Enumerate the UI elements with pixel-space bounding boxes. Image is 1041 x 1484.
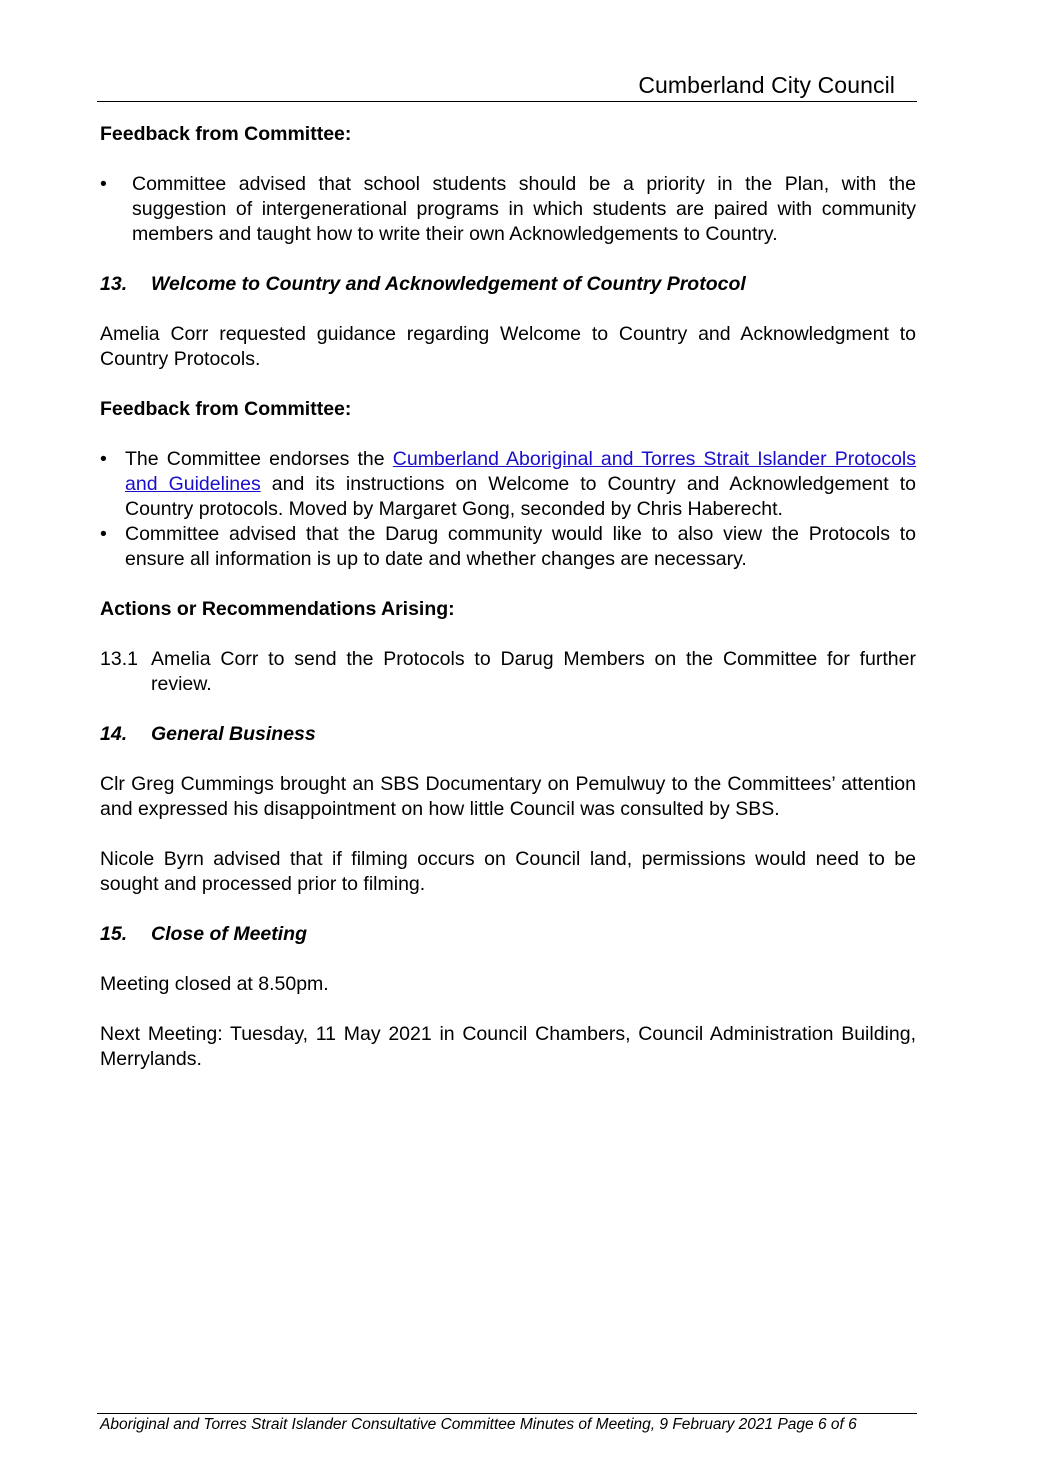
action-text: Amelia Corr to send the Protocols to Darug Members on the Committee for further review. <box>151 648 916 695</box>
section-number: 14. <box>100 723 128 745</box>
paragraph: Amelia Corr requested guidance regarding Welcome to Country and Acknowledgment to Country Protocols. <box>100 323 916 370</box>
footer-text: Aboriginal and Torres Strait Islander Consultative Committee Minutes of Meeting, 9 February 2021 Page 6 of 6 <box>100 1416 857 1433</box>
organization-name: Cumberland City Council <box>638 72 895 98</box>
feedback-heading: Feedback from Committee: <box>100 123 352 145</box>
list-item-text-prefix: The Committee endorses the <box>125 448 393 470</box>
section-title: Welcome to Country and Acknowledgement of Country Protocol <box>151 273 746 295</box>
section-heading-15 <box>100 922 916 947</box>
action-item <box>100 647 916 697</box>
section-number: 15. <box>100 923 128 945</box>
paragraph: Meeting closed at 8.50pm. <box>100 973 329 995</box>
paragraph: Clr Greg Cummings brought an SBS Documentary on Pemulwuy to the Committees’ attention and expressed his disappointment on how little Council was consulted by SBS. <box>100 773 916 820</box>
list-item <box>100 522 916 572</box>
list-item <box>100 447 916 522</box>
list-item <box>100 172 916 247</box>
section-title: General Business <box>151 723 316 745</box>
section-heading-13 <box>100 272 916 297</box>
feedback-heading: Feedback from Committee: <box>100 398 352 420</box>
bullet-icon: • <box>100 173 107 195</box>
page-header <box>97 70 917 102</box>
paragraph: Next Meeting: Tuesday, 11 May 2021 in Council Chambers, Council Administration Building, Merrylands. <box>100 1023 916 1070</box>
feedback-list <box>100 172 916 247</box>
page-footer <box>97 1413 917 1436</box>
section-number: 13. <box>100 273 128 295</box>
bullet-icon: • <box>100 448 107 470</box>
section-title: Close of Meeting <box>151 923 308 945</box>
list-item-text-suffix: and its instructions on Welcome to Country and Acknowledgement to Country protocols. Moved by Margaret Gong, seconded by Chris Haberecht. <box>125 473 916 520</box>
bullet-icon: • <box>100 523 107 545</box>
action-number: 13.1 <box>100 648 138 670</box>
paragraph: Nicole Byrn advised that if filming occurs on Council land, permissions would need to be sought and processed prior to filming. <box>100 848 916 895</box>
protocols-guidelines-link[interactable]: Cumberland Aboriginal and Torres Strait Islander Protocols and Guidelines <box>125 448 917 495</box>
list-item-text: Committee advised that school students should be a priority in the Plan, with the suggestion of intergenerational programs in which students are paired with community members and taught how to write their own Acknowledgements to Country. <box>132 173 916 245</box>
feedback-list <box>100 447 916 572</box>
document-body <box>100 122 916 1072</box>
list-item-text: Committee advised that the Darug community would like to also view the Protocols to ensure all information is up to date and whether changes are necessary. <box>125 523 916 570</box>
section-heading-14 <box>100 722 916 747</box>
actions-heading: Actions or Recommendations Arising: <box>100 598 455 620</box>
